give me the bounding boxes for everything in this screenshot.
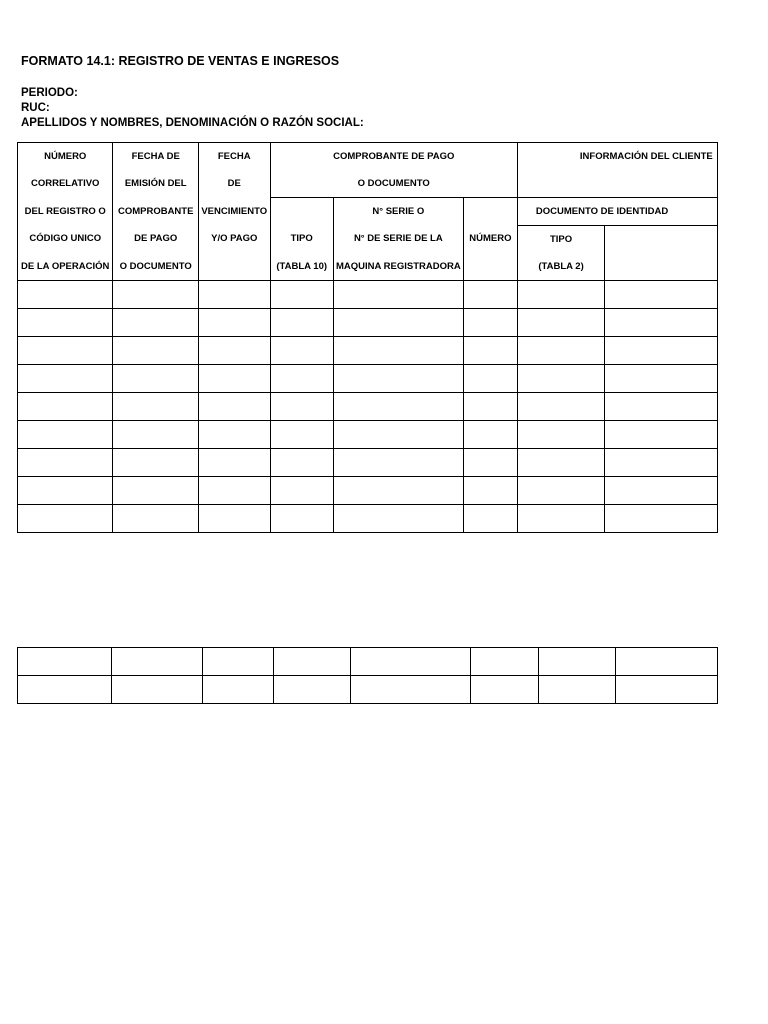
table-cell: [113, 337, 199, 365]
header-cell: VENCIMIENTO: [198, 198, 270, 226]
form-title: FORMATO 14.1: REGISTRO DE VENTAS E INGRESOS: [21, 54, 340, 68]
table-cell: [333, 337, 463, 365]
razon-social-label: APELLIDOS Y NOMBRES, DENOMINACIÓN O RAZÓN SOCIAL:: [21, 117, 364, 129]
header-cell-blank: [605, 253, 718, 281]
serie-header-line2: N° DE SERIE DE LA: [333, 226, 463, 254]
table-cell: [113, 505, 199, 533]
periodo-label: PERIODO:: [21, 87, 78, 99]
table-cell: [517, 365, 604, 393]
table-cell: [113, 309, 199, 337]
table-cell: [270, 365, 333, 393]
table-cell: [605, 393, 718, 421]
table-cell: [202, 648, 273, 676]
table-cell: [463, 477, 517, 505]
header-cell: DE LA OPERACIÓN: [18, 253, 113, 281]
totals-table-viewport: [17, 647, 718, 705]
table-cell: [113, 365, 199, 393]
table-cell: [615, 648, 717, 676]
table-cell: [517, 281, 604, 309]
table-cell: [18, 365, 113, 393]
table-cell: [270, 477, 333, 505]
table-row: [18, 393, 718, 421]
tipo-documento-header-line2: (TABLA 2): [517, 253, 604, 281]
numero-header-blank: [463, 253, 517, 281]
table-cell: [198, 309, 270, 337]
table-cell: [605, 505, 718, 533]
table-cell: [605, 309, 718, 337]
table-cell: [198, 421, 270, 449]
header-cell: FECHA DE: [113, 143, 199, 171]
table-row: [18, 505, 718, 533]
table-cell: [463, 309, 517, 337]
header-cell: O DOCUMENTO: [113, 253, 199, 281]
header-cell: COMPROBANTE: [113, 198, 199, 226]
table-cell: [517, 421, 604, 449]
serie-header-line3: MAQUINA REGISTRADORA: [333, 253, 463, 281]
header-cell: CÓDIGO UNICO: [18, 226, 113, 254]
table-cell: [270, 505, 333, 533]
tipo-header-blank: [270, 198, 333, 226]
table-cell: [18, 477, 113, 505]
table-cell: [270, 449, 333, 477]
table-cell: [113, 449, 199, 477]
table-cell: [333, 477, 463, 505]
totals-table: [17, 647, 718, 704]
table-cell: [463, 337, 517, 365]
table-cell: [270, 309, 333, 337]
tipo-header-line2: (TABLA 10): [270, 253, 333, 281]
table-cell: [270, 393, 333, 421]
table-cell: [270, 337, 333, 365]
table-cell: [351, 676, 470, 704]
table-cell: [18, 421, 113, 449]
table-cell: [463, 365, 517, 393]
table-row: [18, 676, 718, 704]
documento-identidad-header: DOCUMENTO DE IDENTIDAD: [517, 198, 717, 226]
table-cell: [18, 505, 113, 533]
table-cell: [198, 505, 270, 533]
table-cell: [198, 393, 270, 421]
table-cell: [463, 421, 517, 449]
table-cell: [113, 477, 199, 505]
header-cell: EMISIÓN DEL: [113, 170, 199, 198]
table-cell: [517, 309, 604, 337]
table-cell: [198, 477, 270, 505]
table-cell: [202, 676, 273, 704]
table-cell: [113, 281, 199, 309]
header-row-1: [18, 143, 718, 171]
table-cell: [517, 393, 604, 421]
ruc-label: RUC:: [21, 102, 50, 114]
header-cell: CORRELATIVO: [18, 170, 113, 198]
header-row-2: [18, 170, 718, 198]
table-cell: [273, 648, 351, 676]
table-cell: [333, 393, 463, 421]
table-row: [18, 281, 718, 309]
table-cell: [517, 449, 604, 477]
header-cell-blank: [198, 253, 270, 281]
table-cell: [198, 449, 270, 477]
header-cell: Y/O PAGO: [198, 226, 270, 254]
table-cell: [605, 281, 718, 309]
table-cell: [538, 676, 615, 704]
numero-header-blank: [463, 198, 517, 226]
table-row: [18, 648, 718, 676]
header-row-4: [18, 226, 718, 254]
table-row: [18, 421, 718, 449]
table-cell: [463, 449, 517, 477]
informacion-cliente-blank: [517, 170, 717, 198]
table-cell: [18, 393, 113, 421]
header-cell: DEL REGISTRO O: [18, 198, 113, 226]
table-row: [18, 337, 718, 365]
table-cell: [111, 648, 202, 676]
table-cell: [198, 365, 270, 393]
table-cell: [333, 421, 463, 449]
table-cell: [538, 648, 615, 676]
comprobante-header-line2: O DOCUMENTO: [270, 170, 517, 198]
table-cell: [605, 337, 718, 365]
table-cell: [605, 365, 718, 393]
header-row-5: [18, 253, 718, 281]
table-cell: [270, 281, 333, 309]
table-cell: [470, 676, 538, 704]
table-cell: [333, 281, 463, 309]
table-cell: [18, 449, 113, 477]
table-cell: [517, 477, 604, 505]
header-row-3: [18, 198, 718, 226]
table-cell: [333, 505, 463, 533]
table-cell: [463, 281, 517, 309]
table-row: [18, 309, 718, 337]
table-cell: [18, 281, 113, 309]
table-cell: [18, 337, 113, 365]
table-cell: [198, 281, 270, 309]
table-cell: [605, 449, 718, 477]
table-cell: [463, 505, 517, 533]
header-cell: NÚMERO: [18, 143, 113, 171]
header-cell-blank: [605, 226, 718, 254]
header-cell: DE PAGO: [113, 226, 199, 254]
table-cell: [351, 648, 470, 676]
table-cell: [333, 309, 463, 337]
comprobante-header: COMPROBANTE DE PAGO: [270, 143, 517, 171]
table-cell: [517, 505, 604, 533]
numero-header: NÚMERO: [463, 226, 517, 254]
table-cell: [333, 449, 463, 477]
serie-header: N° SERIE O: [333, 198, 463, 226]
table-cell: [463, 393, 517, 421]
header-cell: DE: [198, 170, 270, 198]
tipo-header: TIPO: [270, 226, 333, 254]
table-cell: [18, 309, 113, 337]
table-cell: [605, 477, 718, 505]
table-row: [18, 449, 718, 477]
table-row: [18, 365, 718, 393]
registro-table: [17, 142, 718, 533]
registro-table-viewport: [17, 142, 718, 538]
table-cell: [615, 676, 717, 704]
table-cell: [333, 365, 463, 393]
table-cell: [113, 421, 199, 449]
tipo-documento-header: TIPO: [517, 226, 604, 254]
table-cell: [111, 676, 202, 704]
table-cell: [517, 337, 604, 365]
table-cell: [470, 648, 538, 676]
informacion-cliente-header: INFORMACIÓN DEL CLIENTE: [517, 143, 717, 171]
table-cell: [18, 676, 112, 704]
header-cell: FECHA: [198, 143, 270, 171]
table-cell: [273, 676, 351, 704]
table-cell: [270, 421, 333, 449]
table-cell: [605, 421, 718, 449]
table-cell: [113, 393, 199, 421]
table-cell: [198, 337, 270, 365]
table-cell: [18, 648, 112, 676]
table-row: [18, 477, 718, 505]
